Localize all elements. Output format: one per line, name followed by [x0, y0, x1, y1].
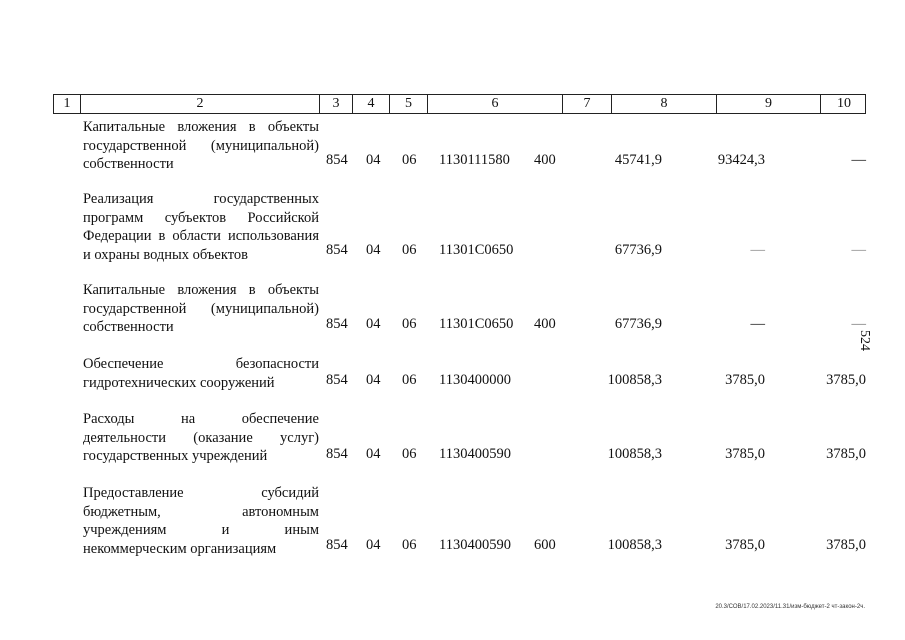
- header-col-4: 4: [353, 95, 390, 113]
- row-amount-3: 3785,0: [826, 537, 866, 553]
- row-code-target: 1130400000: [439, 372, 511, 388]
- row-amount-3: —: [851, 316, 866, 332]
- row-code-target: 1130400590: [439, 537, 511, 553]
- row-amount-1: 45741,9: [614, 152, 662, 168]
- row-code-ministry: 854: [326, 152, 348, 168]
- row-code-ministry: 854: [326, 372, 348, 388]
- row-code-section: 04: [366, 316, 381, 332]
- row-code-subsection: 06: [402, 316, 417, 332]
- header-col-8: 8: [612, 95, 717, 113]
- row-description: Расходы на обеспечение деятельности (оказание услуг) государственных учреждений: [83, 411, 319, 464]
- row-code-ministry: 854: [326, 446, 348, 462]
- row-amount-3: —: [851, 242, 866, 258]
- row-code-type: 400: [534, 316, 556, 332]
- row-amount-2: 3785,0: [725, 372, 765, 388]
- row-code-subsection: 06: [402, 152, 417, 168]
- row-code-target: 11301С0650: [439, 316, 514, 332]
- row-amount-2: —: [750, 316, 765, 332]
- row-description: Капитальные вложения в объекты государственной (муниципальной) собственности: [83, 119, 319, 172]
- header-col-9: 9: [717, 95, 821, 113]
- row-amount-1: 67736,9: [614, 242, 662, 258]
- footer-code: 20.3/СОВ/17.02.2023/11.31/изм-бюджет-2 чт-закон-2ч.: [715, 604, 865, 610]
- page-number: 524: [857, 330, 872, 351]
- row-code-target: 1130111580: [439, 152, 510, 168]
- row-code-ministry: 854: [326, 242, 348, 258]
- row-code-subsection: 06: [402, 446, 417, 462]
- row-code-target: 11301С0650: [439, 242, 514, 258]
- row-code-section: 04: [366, 537, 381, 553]
- row-code-type: 600: [534, 537, 556, 553]
- row-amount-1: 100858,3: [607, 446, 662, 462]
- header-col-10: 10: [837, 96, 851, 111]
- header-col-7: 7: [563, 95, 612, 113]
- row-amount-3: —: [851, 152, 866, 168]
- header-col-6: 6: [428, 95, 563, 113]
- row-amount-1: 100858,3: [607, 537, 662, 553]
- row-code-type: 400: [534, 152, 556, 168]
- row-amount-2: 93424,3: [717, 152, 765, 168]
- row-code-ministry: 854: [326, 537, 348, 553]
- row-description: Обеспечение безопасности гидротехнических сооружений: [83, 356, 319, 391]
- row-description: Капитальные вложения в объекты государственной (муниципальной) собственности: [83, 282, 319, 335]
- row-code-ministry: 854: [326, 316, 348, 332]
- row-amount-3: 3785,0: [826, 372, 866, 388]
- row-amount-1: 67736,9: [614, 316, 662, 332]
- header-col-2: 2: [81, 95, 320, 113]
- row-code-target: 1130400590: [439, 446, 511, 462]
- header-col-1: 1: [54, 95, 81, 113]
- header-col-3: 3: [320, 95, 353, 113]
- row-code-subsection: 06: [402, 242, 417, 258]
- row-code-section: 04: [366, 152, 381, 168]
- row-code-section: 04: [366, 446, 381, 462]
- row-description: Реализация государственных программ субъектов Российской Федерации в области использования и охраны водных объектов: [83, 191, 319, 263]
- row-code-subsection: 06: [402, 372, 417, 388]
- row-amount-2: 3785,0: [725, 537, 765, 553]
- row-amount-1: 100858,3: [607, 372, 662, 388]
- header-col-5: 5: [390, 95, 428, 113]
- row-code-subsection: 06: [402, 537, 417, 553]
- table-header: [53, 94, 866, 114]
- row-amount-2: —: [750, 242, 765, 258]
- row-description: Предоставление субсидий бюджетным, автономным учреждениям и иным некоммерческим организациям: [83, 485, 319, 557]
- row-amount-3: 3785,0: [826, 446, 866, 462]
- row-code-section: 04: [366, 242, 381, 258]
- row-amount-2: 3785,0: [725, 446, 765, 462]
- row-code-section: 04: [366, 372, 381, 388]
